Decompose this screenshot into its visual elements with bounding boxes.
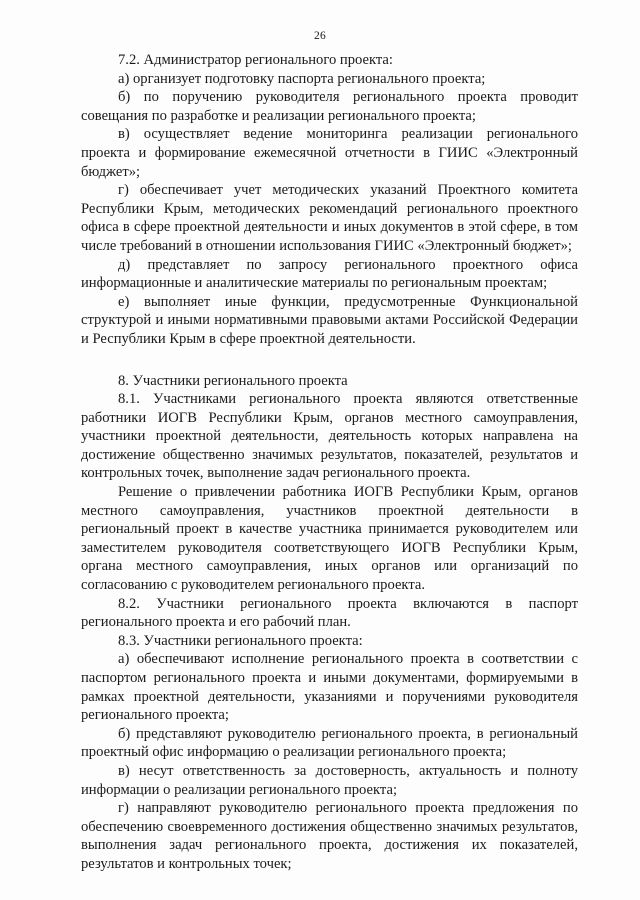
- paragraph: 8.1. Участниками регионального проекта являются ответственные работники ИОГВ Республики Крым, органов местного самоуправления, участники проектной деятельности, деятельность которых направлена на достижение общественно значимых результатов, показателей, результатов и контрольных точек, выполнение задач регионального проекта.: [81, 391, 578, 482]
- paragraph: г) обеспечивает учет методических указаний Проектного комитета Республики Крым, методических рекомендаций регионального проектного офиса в сфере проектной деятельности и иных документов в этой сфере, в том числе требований в отношении использования ГИИС «Электронный бюджет»;: [81, 182, 578, 254]
- paragraph: г) направляют руководителю регионального проекта предложения по обеспечению своевременного достижения общественно значимых результатов, выполнения задач регионального проекта, достижения их показателей, результатов и контрольных точек;: [81, 800, 578, 872]
- paragraph: Решение о привлечении работника ИОГВ Республики Крым, органов местного самоуправления, участников проектной деятельности в региональный проект в качестве участника принимается руководителем или заместителем руководителя соответствующего ИОГВ Республики Крым, органа местного самоуправления, иных органов или организаций по согласованию с руководителем регионального проекта.: [81, 484, 578, 594]
- paragraph: а) организует подготовку паспорта регионального проекта;: [118, 70, 486, 87]
- paragraph: 8.2. Участники регионального проекта включаются в паспорт регионального проекта и его рабочий план.: [81, 595, 578, 631]
- paragraph: 8.3. Участники регионального проекта:: [118, 632, 363, 649]
- paragraph: е) выполняет иные функции, предусмотренные Функциональной структурой и иными нормативными правовыми актами Российской Федерации и Республики Крым в сфере проектной деятельности.: [81, 293, 578, 347]
- section-heading: 8. Участники регионального проекта: [118, 372, 348, 389]
- section-8: [81, 372, 578, 874]
- section-7: [81, 51, 578, 349]
- paragraph: в) осуществляет ведение мониторинга реализации регионального проекта и формирование ежемесячной отчетности в ГИИС «Электронный бюджет»;: [81, 126, 578, 180]
- paragraph: в) несут ответственность за достоверность, актуальность и полноту информации о реализации регионального проекта;: [81, 762, 578, 798]
- document-body: [81, 51, 578, 874]
- page-number: 26: [313, 30, 327, 42]
- paragraph: а) обеспечивают исполнение регионального проекта в соответствии с паспортом регионального проекта и иными документами, формируемыми в рамках проектной деятельности, указаниями и поручениями руководителя регионального проекта;: [81, 651, 578, 724]
- section-spacer: [81, 349, 578, 372]
- paragraph: д) представляет по запросу регионального проектного офиса информационные и аналитические материалы по региональным проектам;: [81, 256, 578, 292]
- paragraph: 7.2. Администратор регионального проекта:: [118, 52, 393, 68]
- paragraph: б) представляют руководителю регионального проекта, в региональный проектный офис информацию о реализации регионального проекта;: [81, 725, 578, 761]
- paragraph: б) по поручению руководителя регионального проекта проводит совещания по разработке и реализации регионального проекта;: [81, 89, 578, 124]
